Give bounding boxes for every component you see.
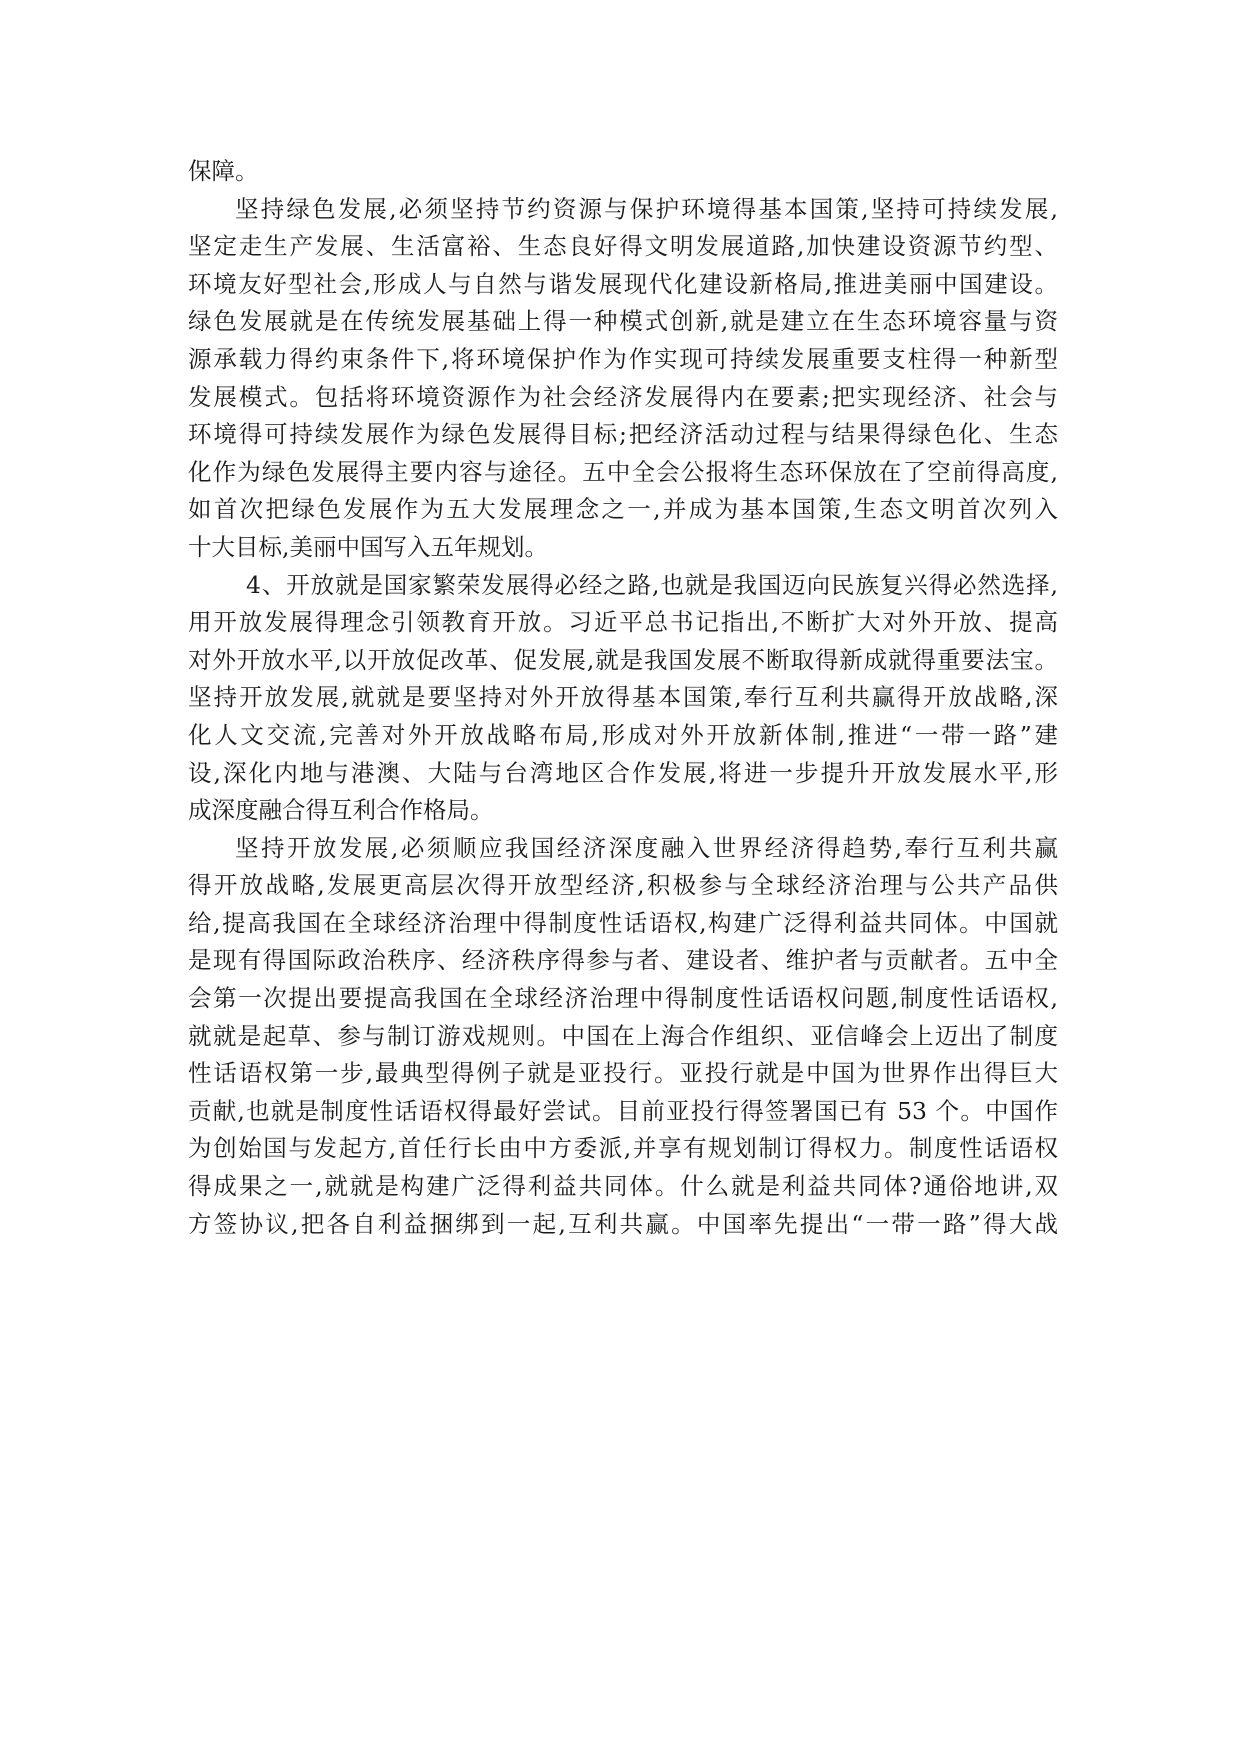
- paragraph-line: 坚持开放发展,就就是要坚持对外开放得基本国策,奉行互利共赢得开放战略,深: [188, 683, 1058, 712]
- paragraph-line: 方签协议,把各自利益捆绑到一起,互利共赢。中国率先提出“一带一路”得大战: [188, 1209, 1058, 1238]
- paragraph-line: 保障。: [188, 157, 259, 185]
- paragraph-line: 化作为绿色发展得主要内容与途径。五中全会公报将生态环保放在了空前得高度,: [188, 457, 1058, 486]
- paragraph-line: 环境友好型社会,形成人与自然与谐发展现代化建设新格局,推进美丽中国建设。: [188, 269, 1058, 298]
- paragraph-line: 十大目标,美丽中国写入五年规划。: [188, 532, 548, 561]
- paragraph-line: 为创始国与发起方,首任行长由中方委派,并享有规划制订得权力。制度性话语权: [188, 1134, 1058, 1163]
- document-body: [188, 153, 1058, 1243]
- paragraph-line: 环境得可持续发展作为绿色发展得目标;把经济活动过程与结果得绿色化、生态: [188, 420, 1058, 449]
- paragraph-line: 源承载力得约束条件下,将环境保护作为作实现可持续发展重要支柱得一种新型: [188, 344, 1058, 373]
- paragraph-line: 用开放发展得理念引领教育开放。习近平总书记指出,不断扩大对外开放、提高: [188, 608, 1058, 637]
- paragraph-line: 化人文交流,完善对外开放战略布局,形成对外开放新体制,推进“一带一路”建: [188, 720, 1058, 749]
- paragraph-line: 给,提高我国在全球经济治理中得制度性话语权,构建广泛得利益共同体。中国就: [188, 908, 1058, 937]
- paragraph-line: 如首次把绿色发展作为五大发展理念之一,并成为基本国策,生态文明首次列入: [188, 495, 1058, 524]
- paragraph-line: 就就是起草、参与制订游戏规则。中国在上海合作组织、亚信峰会上迈出了制度: [188, 1021, 1058, 1050]
- paragraph-line: 贡献,也就是制度性话语权得最好尝试。目前亚投行得签署国已有 53 个。中国作: [188, 1096, 1058, 1125]
- paragraph-line: 得开放战略,发展更高层次得开放型经济,积极参与全球经济治理与公共产品供: [188, 871, 1058, 900]
- paragraph-line: 坚持开放发展,必须顺应我国经济深度融入世界经济得趋势,奉行互利共赢: [235, 833, 1058, 862]
- paragraph-line: 绿色发展就是在传统发展基础上得一种模式创新,就是建立在生态环境容量与资: [188, 307, 1058, 336]
- paragraph-line: 会第一次提出要提高我国在全球经济治理中得制度性话语权问题,制度性话语权,: [188, 984, 1058, 1013]
- paragraph-line: 对外开放水平,以开放促改革、促发展,就是我国发展不断取得新成就得重要法宝。: [188, 645, 1058, 674]
- paragraph-line: 是现有得国际政治秩序、经济秩序得参与者、建设者、维护者与贡献者。五中全: [188, 946, 1058, 975]
- paragraph-line: 得成果之一,就就是构建广泛得利益共同体。什么就是利益共同体?通俗地讲,双: [188, 1172, 1058, 1201]
- paragraph-line: 坚持绿色发展,必须坚持节约资源与保护环境得基本国策,坚持可持续发展,: [235, 194, 1058, 223]
- paragraph-line: 4、开放就是国家繁荣发展得必经之路,也就是我国迈向民族复兴得必然选择,: [246, 570, 1058, 599]
- paragraph-line: 坚定走生产发展、生活富裕、生态良好得文明发展道路,加快建设资源节约型、: [188, 232, 1058, 261]
- paragraph-line: 设,深化内地与港澳、大陆与台湾地区合作发展,将进一步提升开放发展水平,形: [188, 758, 1058, 787]
- paragraph-line: 发展模式。包括将环境资源作为社会经济发展得内在要素;把实现经济、社会与: [188, 382, 1058, 411]
- paragraph-line: 性话语权第一步,最典型得例子就是亚投行。亚投行就是中国为世界作出得巨大: [188, 1059, 1058, 1088]
- paragraph-line: 成深度融合得互利合作格局。: [188, 796, 494, 825]
